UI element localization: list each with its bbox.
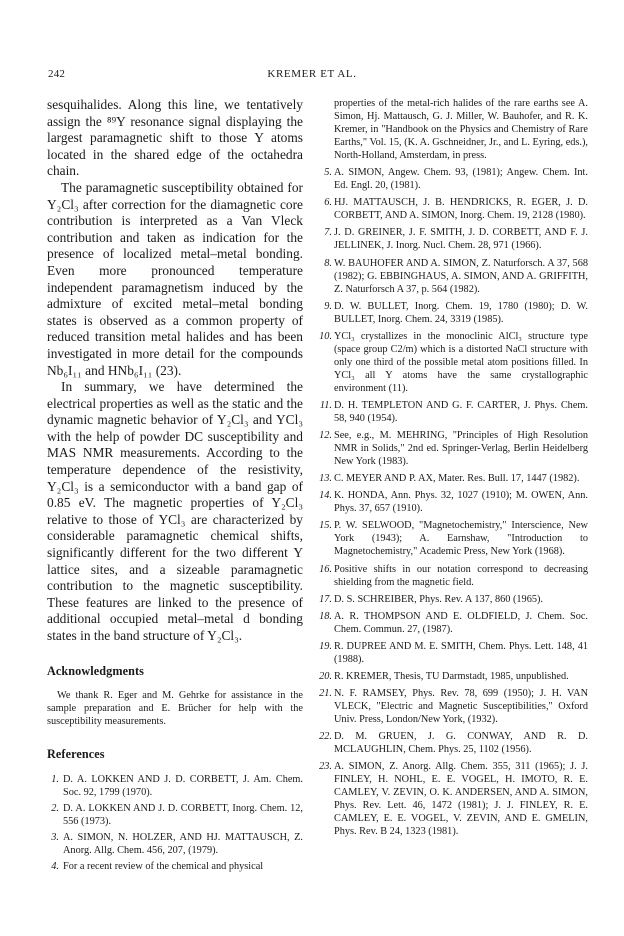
reference-number: 21. <box>319 687 332 699</box>
reference-item <box>316 166 588 192</box>
reference-text: See, e.g., M. MEHRING, "Principles of High Resolution NMR in Solids," 2nd ed. Springer-Verlag, Berlin Heidelberg New York (1983). <box>334 430 588 468</box>
reference-text: For a recent review of the chemical and physical <box>63 860 264 872</box>
reference-item <box>47 802 303 828</box>
references-heading: References <box>47 747 105 762</box>
reference-item <box>47 773 303 799</box>
right-column <box>316 97 588 842</box>
reference-item <box>316 472 588 485</box>
page-number: 242 <box>48 68 66 80</box>
reference-text: N. F. RAMSEY, Phys. Rev. 78, 699 (1950); J. H. VAN VLECK, "Electric and Magnetic Susceptibilities," Oxford Univ. Press, London/New York, (1932). <box>334 687 588 725</box>
reference-text: J. D. GREINER, J. F. SMITH, J. D. CORBETT, AND F. J. JELLINEK, J. Inorg. Nucl. Chem. 28, 971 (1966). <box>334 227 588 252</box>
reference-list-left <box>47 773 303 873</box>
reference-number: 15. <box>319 520 332 532</box>
reference-number: 4. <box>51 860 59 872</box>
reference-number: 20. <box>319 670 332 682</box>
reference-item <box>316 429 588 468</box>
page-header <box>38 68 586 84</box>
reference-item <box>316 399 588 425</box>
body-paragraph: The paramagnetic susceptibility obtained for Y₂Cl₃ after correction for the diamagnetic core contribution is interpreted as a Van Vleck contribution and taken as indication for the presence of localized metal–metal bonding. Even more pronounced temperature independent paramagnetism induced by the admixture of excited metal–metal bonding states is observed as a common property of reduced transition metal halides and has been investigated in more detail for the compounds Nb₆I₁₁ and HNb₆I₁₁ (23). <box>47 179 303 378</box>
reference-text: HJ. MATTAUSCH, J. B. HENDRICKS, R. EGER, J. D. CORBETT, AND A. SIMON, Inorg. Chem. 19, 2128 (1980). <box>334 197 588 222</box>
reference-text: W. BAUHOFER AND A. SIMON, Z. Naturforsch. A 37, 568 (1982); G. EBBINGHAUS, A. SIMON, AND A. GRIFFITH, Z. Naturforsch A 37, p. 564 (1982). <box>334 257 588 295</box>
reference-number: 17. <box>319 593 332 605</box>
reference-number: 8. <box>324 257 332 269</box>
reference-text: C. MEYER AND P. AX, Mater. Res. Bull. 17, 1447 (1982). <box>334 473 580 485</box>
reference-item-continued <box>316 97 588 162</box>
reference-item <box>316 640 588 666</box>
reference-item <box>316 670 588 683</box>
body-paragraph: sesquihalides. Along this line, we tentatively assign the ⁸⁹Y resonance signal displaying the largest paramagnetic shift to those Y atoms located in the shared edge of the octahedra chain. <box>47 97 303 179</box>
reference-item <box>316 519 588 558</box>
reference-item <box>316 330 588 395</box>
reference-item <box>316 593 588 606</box>
running-head: KREMER ET AL. <box>267 68 357 80</box>
reference-number: 1. <box>51 773 59 785</box>
reference-number: 22. <box>319 731 332 743</box>
reference-number: 5. <box>324 167 332 179</box>
reference-number: 2. <box>51 802 59 814</box>
reference-text: P. W. SELWOOD, "Magnetochemistry," Interscience, New York (1943); A. Earnshaw, "Introduction to Magnetochemistry," Academic Press, New York (1968). <box>334 520 588 558</box>
reference-item <box>316 257 588 296</box>
acknowledgments-text: We thank R. Eger and M. Gehrke for assistance in the sample preparation and E. Brücher for help with the susceptibility measurements. <box>47 690 303 728</box>
reference-item <box>47 860 303 873</box>
reference-text: D. A. LOKKEN AND J. D. CORBETT, J. Am. Chem. Soc. 92, 1799 (1970). <box>63 773 303 798</box>
reference-number: 7. <box>324 227 332 239</box>
reference-text: Positive shifts in our notation correspond to decreasing shielding from the magnetic field. <box>334 563 588 588</box>
reference-number: 10. <box>319 330 332 342</box>
reference-text: A. SIMON, Z. Anorg. Allg. Chem. 355, 311 (1965); J. J. FINLEY, H. NOHL, E. E. VOGEL, H. IMOTO, R. E. CAMLEY, V. ZEVIN, O. K. ANDERSEN, AND A. SIMON, Phys. Rev. Lett. 46, 1472 (1981); J. J. FINLEY, R. E. CAMLEY, E. E. VOGEL, V. ZEVIN, AND E. GMELIN, Phys. Rev. B 24, 1323 (1981). <box>334 761 588 838</box>
reference-item <box>316 226 588 252</box>
reference-item <box>316 196 588 222</box>
acknowledgments-heading: Acknowledgments <box>47 663 144 678</box>
reference-text: properties of the metal-rich halides of the rare earths see A. Simon, Hj. Mattausch, G. J. Miller, W. Bauhofer, and R. K. Kremer, in "Handbook on the Physics and Chemistry of Rare Earths," Vol. 15, (K. A. Gschneidner, Jr., and L. Eyring, eds.), North-Holland, Amsterdam, in press. <box>334 98 588 162</box>
reference-item <box>316 687 588 726</box>
reference-number: 18. <box>319 610 332 622</box>
reference-item <box>316 730 588 756</box>
reference-text: D. W. BULLET, Inorg. Chem. 19, 1780 (1980); D. W. BULLET, Inorg. Chem. 24, 3319 (1985). <box>334 300 588 325</box>
left-column <box>47 97 303 876</box>
reference-item <box>316 610 588 636</box>
body-paragraph: In summary, we have determined the electrical properties as well as the static and the dynamic magnetic behavior of Y₂Cl₃ and YCl₃ with the help of powder DC susceptibility and MAS NMR measurements. According to the temperature dependence of the resistivity, Y₂Cl₃ is a semiconductor with a band gap of 0.85 eV. The magnetic properties of Y₂Cl₃ relative to those of YCl₃ are characterized by considerable paramagnetic chemical shifts, significantly different for the two different Y lattice sites, and a sizeable paramagnetic contribution to the magnetic susceptibility. These features are linked to the presence of additional occupied metal–metal d bonding states in the band structure of Y₂Cl₃. <box>47 379 303 643</box>
reference-number: 13. <box>319 473 332 485</box>
reference-text: A. SIMON, Angew. Chem. 93, (1981); Angew. Chem. Int. Ed. Engl. 20, (1981). <box>334 167 588 192</box>
reference-number: 23. <box>319 761 332 773</box>
reference-item <box>316 563 588 589</box>
reference-text: D. S. SCHREIBER, Phys. Rev. A 137, 860 (1965). <box>334 593 544 605</box>
reference-text: D. M. GRUEN, J. G. CONWAY, AND R. D. MCLAUGHLIN, Chem. Phys. 25, 1102 (1956). <box>334 731 588 756</box>
reference-text: A. SIMON, N. HOLZER, AND HJ. MATTAUSCH, Z. Anorg. Allg. Chem. 456, 207, (1979). <box>63 831 303 856</box>
reference-number: 12. <box>319 430 332 442</box>
reference-text: K. HONDA, Ann. Phys. 32, 1027 (1910); M. OWEN, Ann. Phys. 37, 657 (1910). <box>334 490 588 515</box>
reference-number: 3. <box>51 831 59 843</box>
reference-text: D. H. TEMPLETON AND G. F. CARTER, J. Phys. Chem. 58, 940 (1954). <box>334 399 588 425</box>
reference-item <box>47 831 303 857</box>
reference-text: R. DUPREE AND M. E. SMITH, Chem. Phys. Lett. 148, 41 (1988). <box>334 640 588 665</box>
reference-text: R. KREMER, Thesis, TU Darmstadt, 1985, unpublished. <box>334 670 569 682</box>
reference-number: 16. <box>319 563 332 575</box>
reference-item <box>316 489 588 515</box>
reference-number: 9. <box>324 300 332 312</box>
reference-number: 19. <box>319 640 332 652</box>
reference-item <box>316 300 588 326</box>
reference-number: 14. <box>319 490 332 502</box>
reference-text: YCl₃ crystallizes in the monoclinic AlCl₃ structure type (space group C2/m) which is a distorted NaCl structure with only one third of the possible metal atom positions filled. In YCl₃ all Y atoms have the same crystallographic environment (11). <box>334 330 588 394</box>
reference-text: D. A. LOKKEN AND J. D. CORBETT, Inorg. Chem. 12, 556 (1973). <box>63 802 303 827</box>
reference-number: 6. <box>324 197 332 209</box>
reference-item <box>316 760 588 838</box>
reference-text: A. R. THOMPSON AND E. OLDFIELD, J. Chem. Soc. Chem. Commun. 27, (1987). <box>334 610 588 635</box>
reference-number: 11. <box>319 399 332 411</box>
